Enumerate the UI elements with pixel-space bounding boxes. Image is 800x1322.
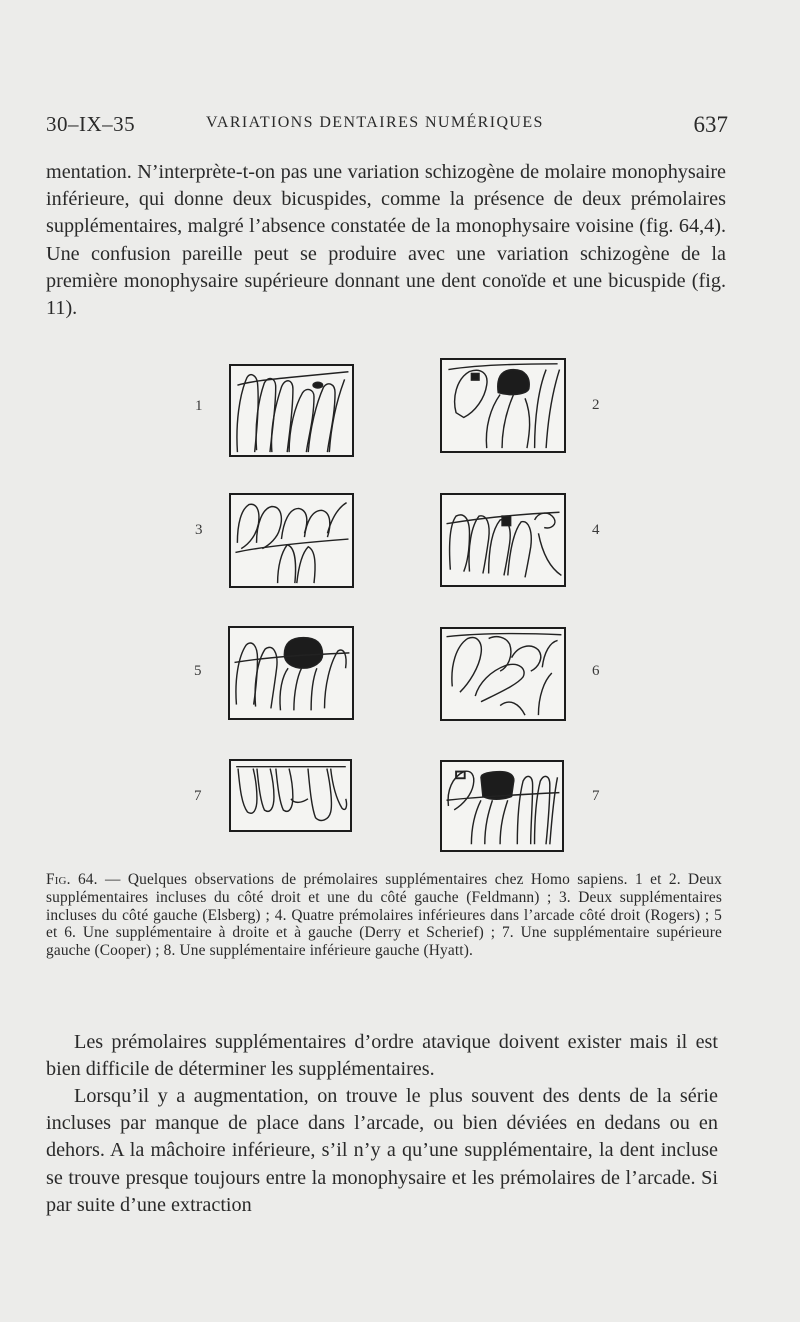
figure-caption-text: — Quelques observations de prémolaires supplémentaires chez Homo sapiens. 1 et 2. Deux supplémentaires incluses du côté droit et une du côté gauche (Feldmann) ; 3. Deux supplémentaires incluses du côté gauche (Elsberg) ; 4. Quatre prémolaires inférieures dans l’arcade côté droit (Rogers) ; 5 et 6. Une supplémentaire à droite et à gauche (Derry et Scherief) ; 7. Une supplémentaire supérieure gauche (Cooper) ; 8. Une supplémentaire inférieure gauche (Hyatt). [46,871,722,960]
figure-panel-2 [440,358,566,453]
figure-panel-6 [440,627,566,721]
figure-caption-label: Fig. 64. [46,871,98,888]
panel-number-5: 5 [194,663,202,679]
running-head [46,112,728,142]
figure-caption [46,871,722,960]
figure-panel-7 [229,759,352,832]
running-head-date: 30–IX–35 [46,112,136,136]
teeth-drawing-3 [231,495,352,586]
teeth-drawing-5 [230,628,352,718]
teeth-drawing-7 [231,761,350,830]
running-head-title: VARIATIONS DENTAIRES NUMÉRIQUES [206,114,544,131]
paragraph-3: Lorsqu’il y a augmentation, on trouve le plus souvent des dents de la série incluses par manque de place dans l’arcade, ou bien déviées en dedans ou en dehors. A la mâchoire inférieure, s’il n’y a qu’une supplémentaire, la dent incluse se trouve presque toujours entre la monophysaire et les prémolaires de l’arcade. Si par suite d’une extraction [46,1085,718,1216]
panel-number-1: 1 [195,398,203,414]
panel-number-2: 2 [592,397,600,413]
panel-number-6: 6 [592,663,600,679]
panel-number-8: 7 [592,788,600,804]
paragraph-1: mentation. N’interprète-t-on pas une variation schizogène de molaire monophysaire inférieure, qui donne deux bicuspides, comme la présence de deux prémolaires supplémentaires, malgré l’absence constatée de la monophysaire voisine (fig. 64,4). Une confusion pareille peut se produire avec une variation schizogène de la première monophysaire supérieure donnant une dent conoïde et une bicuspide (fig. 11). [46,161,726,320]
figure-panel-4 [440,493,566,587]
panel-number-3: 3 [195,522,203,538]
figure-panel-8 [440,760,564,852]
teeth-drawing-2 [442,360,564,451]
panel-number-4: 4 [592,522,600,538]
teeth-drawing-4 [442,495,564,585]
page-number: 637 [693,112,728,137]
figure-panel-1 [229,364,354,457]
teeth-drawing-8 [442,762,562,850]
paragraph-2: Les prémolaires supplémentaires d’ordre atavique doivent exister mais il est bien difficile de déterminer les supplémentaires. [46,1031,718,1081]
teeth-drawing-1 [231,366,352,455]
panel-number-7: 7 [194,788,202,804]
teeth-drawing-6 [442,629,564,719]
figure-panel-5 [228,626,354,720]
figure-panel-3 [229,493,354,588]
